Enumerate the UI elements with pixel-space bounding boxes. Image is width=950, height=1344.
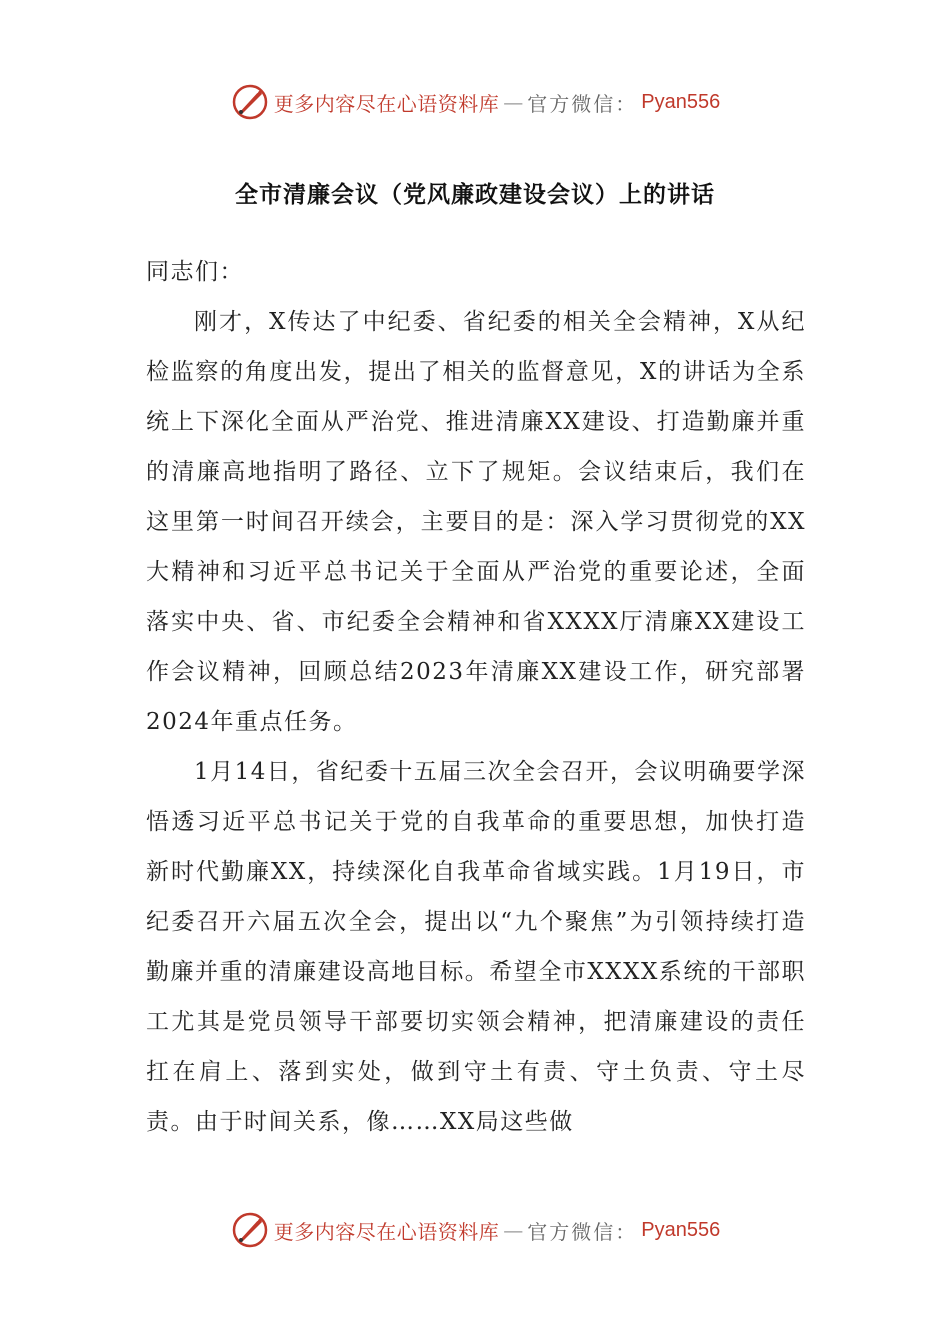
quill-logo-icon bbox=[230, 82, 270, 122]
banner-separator: — bbox=[503, 90, 524, 114]
document-title: 全市清廉会议（党风廉政建设会议）上的讲话 bbox=[235, 182, 715, 208]
header-banner bbox=[0, 80, 950, 124]
footer-official-label: 官方微信： bbox=[527, 1219, 638, 1244]
footer-banner-text: 更多内容尽在心语资料库 bbox=[273, 1219, 500, 1244]
footer-banner-separator: — bbox=[503, 1218, 524, 1242]
footer-wechat-id: Pyan556 bbox=[641, 1218, 721, 1241]
quill-logo-icon bbox=[230, 1210, 270, 1250]
document-body bbox=[146, 247, 806, 1147]
body-paragraph-2: 1月14日，省纪委十五届三次全会召开，会议明确要学深悟透习近平总书记关于党的自我革命的重要思想，加快打造新时代勤廉XX，持续深化自我革命省域实践。1月19日，市纪委召开六届五次全会，提出以“九个聚焦”为引领持续打造勤廉并重的清廉建设高地目标。希望全市XXXX系统的干部职工尤其是党员领导干部要切实领会精神，把清廉建设的责任扛在肩上、落到实处，做到守土有责、守土负责、守土尽责。由于时间关系，像……XX局这些做 bbox=[146, 759, 806, 1135]
body-paragraph-1: 刚才，X传达了中纪委、省纪委的相关全会精神，X从纪检监察的角度出发，提出了相关的监督意见，X的讲话为全系统上下深化全面从严治党、推进清廉XX建设、打造勤廉并重的清廉高地指明了路径、立下了规矩。会议结束后，我们在这里第一时间召开续会，主要目的是：深入学习贯彻党的XX大精神和习近平总书记关于全面从严治党的重要论述，全面落实中央、省、市纪委全会精神和省XXXX厅清廉XX建设工作会议精神，回顾总结2023年清廉XX建设工作，研究部署2024年重点任务。 bbox=[146, 309, 806, 735]
salutation: 同志们： bbox=[146, 259, 244, 285]
banner-wechat-id: Pyan556 bbox=[641, 90, 721, 113]
banner-text: 更多内容尽在心语资料库 bbox=[273, 91, 500, 116]
footer-banner bbox=[0, 1208, 950, 1252]
banner-official-label: 官方微信： bbox=[527, 91, 638, 116]
